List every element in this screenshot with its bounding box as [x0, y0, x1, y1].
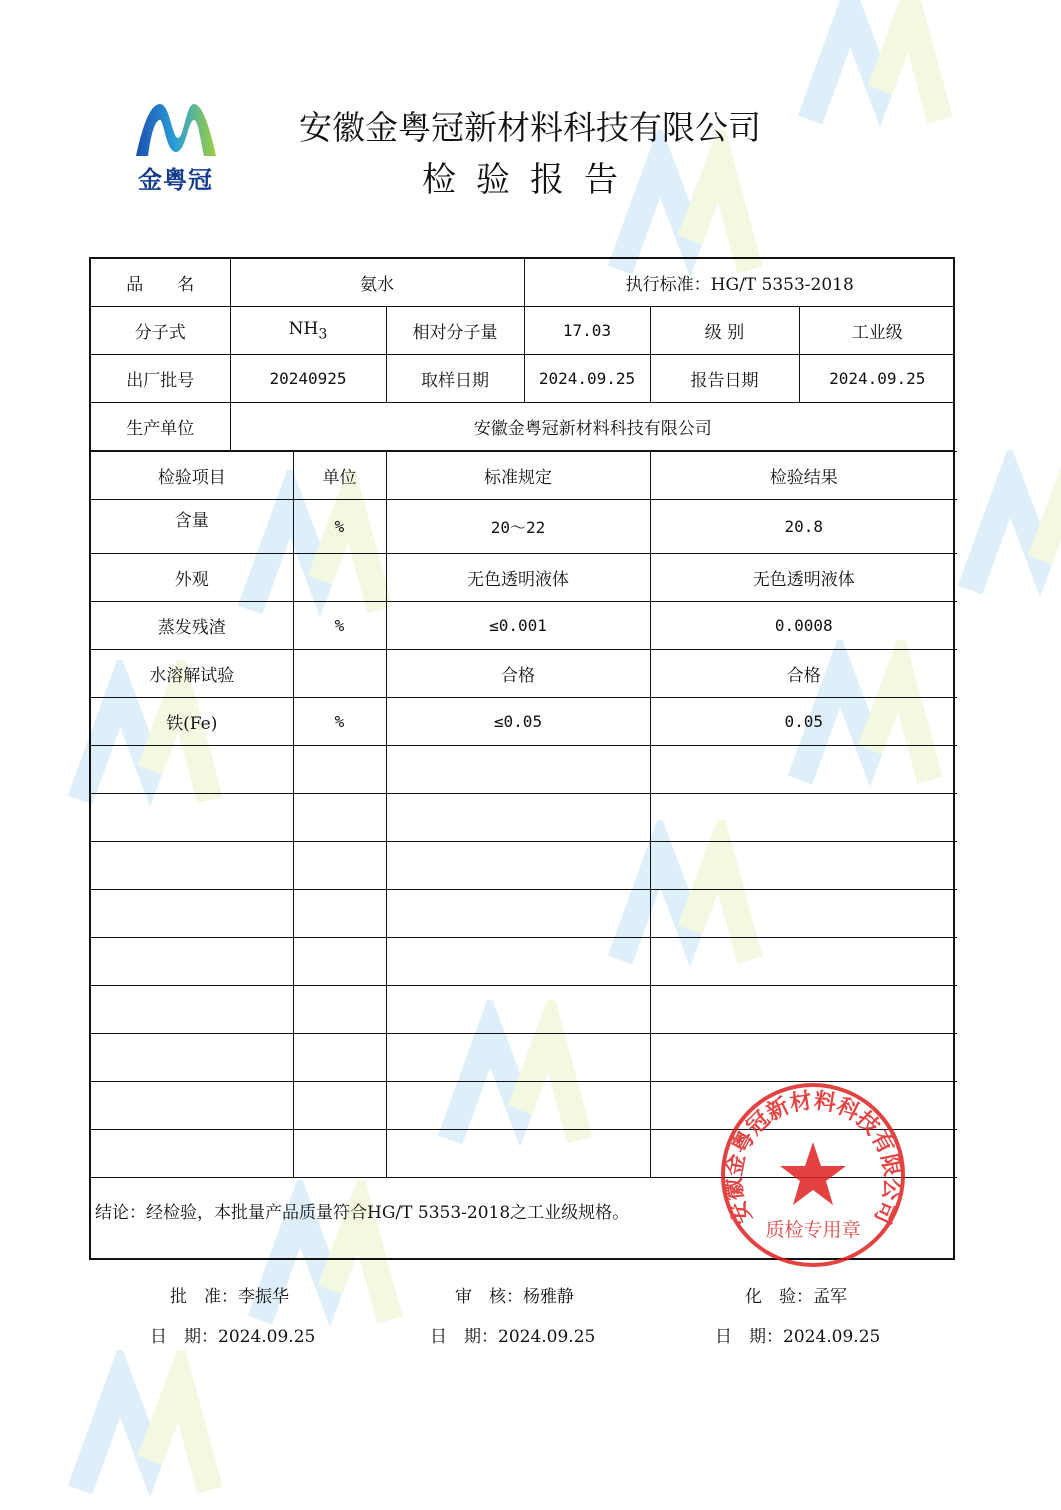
item-spec: 合格	[386, 650, 650, 698]
molecular-weight: 17.03	[524, 307, 650, 355]
item-result: 0.0008	[650, 602, 957, 650]
header-spec: 标准规定	[386, 452, 650, 500]
empty-cell	[91, 1130, 293, 1178]
empty-cell	[293, 1082, 386, 1130]
report-title: 检验报告	[422, 160, 638, 200]
product-name-label: 品 名	[91, 259, 230, 307]
item-name: 外观	[91, 554, 293, 602]
empty-cell	[91, 1034, 293, 1082]
empty-cell	[650, 890, 957, 938]
formula	[230, 307, 386, 355]
header-result: 检验结果	[650, 452, 957, 500]
empty-row	[91, 794, 957, 842]
conclusion: 结论：经检验，本批量产品质量符合HG/T 5353-2018之工业级规格。	[95, 1203, 630, 1223]
grade-label: 级 别	[650, 307, 799, 355]
tester: 化 验：孟军	[745, 1287, 847, 1307]
manufacturer: 安徽金粤冠新材料科技有限公司	[230, 403, 955, 451]
empty-cell	[293, 842, 386, 890]
empty-cell	[91, 938, 293, 986]
review-date: 日 期：2024.09.25	[430, 1327, 596, 1347]
empty-cell	[293, 1130, 386, 1178]
empty-cell	[386, 1034, 650, 1082]
item-name: 含量	[91, 500, 293, 554]
stamp-center-text: 质检专用章	[765, 1219, 861, 1241]
item-spec: 20～22	[386, 500, 650, 554]
empty-cell	[386, 938, 650, 986]
item-name: 铁(Fe)	[91, 698, 293, 746]
empty-row	[91, 1034, 957, 1082]
table-row	[91, 602, 957, 650]
logo-text: 金粤冠	[138, 166, 213, 194]
reviewer: 审 核：杨雅静	[455, 1287, 574, 1307]
formula-label: 分子式	[91, 307, 230, 355]
empty-cell	[386, 1130, 650, 1178]
formula-sub: 3	[318, 326, 328, 343]
company-name: 安徽金粤冠新材料科技有限公司	[299, 108, 761, 147]
watermark-logo-icon	[950, 450, 1061, 610]
empty-cell	[293, 794, 386, 842]
empty-cell	[650, 794, 957, 842]
item-result: 合格	[650, 650, 957, 698]
item-unit	[293, 554, 386, 602]
empty-cell	[293, 746, 386, 794]
item-name: 水溶解试验	[91, 650, 293, 698]
product-name: 氨水	[230, 259, 524, 307]
table-row	[91, 500, 957, 554]
grade: 工业级	[799, 307, 955, 355]
report-date: 2024.09.25	[799, 355, 955, 403]
empty-cell	[386, 890, 650, 938]
empty-cell	[650, 938, 957, 986]
item-result: 20.8	[650, 500, 957, 554]
watermark-logo-icon	[60, 1350, 240, 1510]
item-unit: %	[293, 698, 386, 746]
item-result: 0.05	[650, 698, 957, 746]
header-item: 检验项目	[91, 452, 293, 500]
empty-cell	[91, 746, 293, 794]
empty-cell	[386, 986, 650, 1034]
manufacturer-label: 生产单位	[91, 403, 230, 451]
empty-cell	[91, 794, 293, 842]
company-logo	[128, 98, 223, 198]
item-spec: ≤0.05	[386, 698, 650, 746]
empty-row	[91, 746, 957, 794]
empty-row	[91, 986, 957, 1034]
batch-label: 出厂批号	[91, 355, 230, 403]
report-date-label: 报告日期	[650, 355, 799, 403]
empty-cell	[293, 890, 386, 938]
empty-cell	[91, 986, 293, 1034]
table-row	[91, 698, 957, 746]
quality-inspection-stamp	[718, 1080, 908, 1270]
empty-cell	[91, 842, 293, 890]
empty-row	[91, 842, 957, 890]
mw-label: 相对分子量	[386, 307, 524, 355]
empty-row	[91, 890, 957, 938]
stamp-ring-text: 安徽金粤冠新材料科技有限公司	[720, 1087, 906, 1228]
sample-date-label: 取样日期	[386, 355, 524, 403]
item-unit: %	[293, 602, 386, 650]
empty-cell	[386, 746, 650, 794]
table-row	[91, 650, 957, 698]
test-date: 日 期：2024.09.25	[715, 1327, 881, 1347]
item-spec: 无色透明液体	[386, 554, 650, 602]
batch-number: 20240925	[230, 355, 386, 403]
item-spec: ≤0.001	[386, 602, 650, 650]
star-icon	[780, 1142, 846, 1205]
sample-date: 2024.09.25	[524, 355, 650, 403]
logo-mark-icon	[128, 98, 223, 160]
approver: 批 准：李振华	[170, 1287, 289, 1307]
empty-cell	[650, 1034, 957, 1082]
table-row	[91, 554, 957, 602]
empty-row	[91, 938, 957, 986]
table-header-row	[91, 452, 957, 500]
empty-cell	[386, 794, 650, 842]
test-items-table	[91, 451, 957, 1178]
empty-cell	[293, 1034, 386, 1082]
item-unit: %	[293, 500, 386, 554]
empty-cell	[386, 842, 650, 890]
empty-cell	[293, 938, 386, 986]
empty-cell	[293, 986, 386, 1034]
empty-cell	[386, 1082, 650, 1130]
empty-cell	[650, 842, 957, 890]
header-unit: 单位	[293, 452, 386, 500]
empty-cell	[650, 746, 957, 794]
formula-main: NH	[288, 318, 319, 339]
standard: 执行标准：HG/T 5353-2018	[524, 259, 955, 307]
empty-cell	[91, 1082, 293, 1130]
item-result: 无色透明液体	[650, 554, 957, 602]
item-unit	[293, 650, 386, 698]
item-name: 蒸发残渣	[91, 602, 293, 650]
empty-cell	[650, 986, 957, 1034]
empty-cell	[91, 890, 293, 938]
approve-date: 日 期：2024.09.25	[150, 1327, 316, 1347]
product-info-table	[91, 259, 955, 451]
